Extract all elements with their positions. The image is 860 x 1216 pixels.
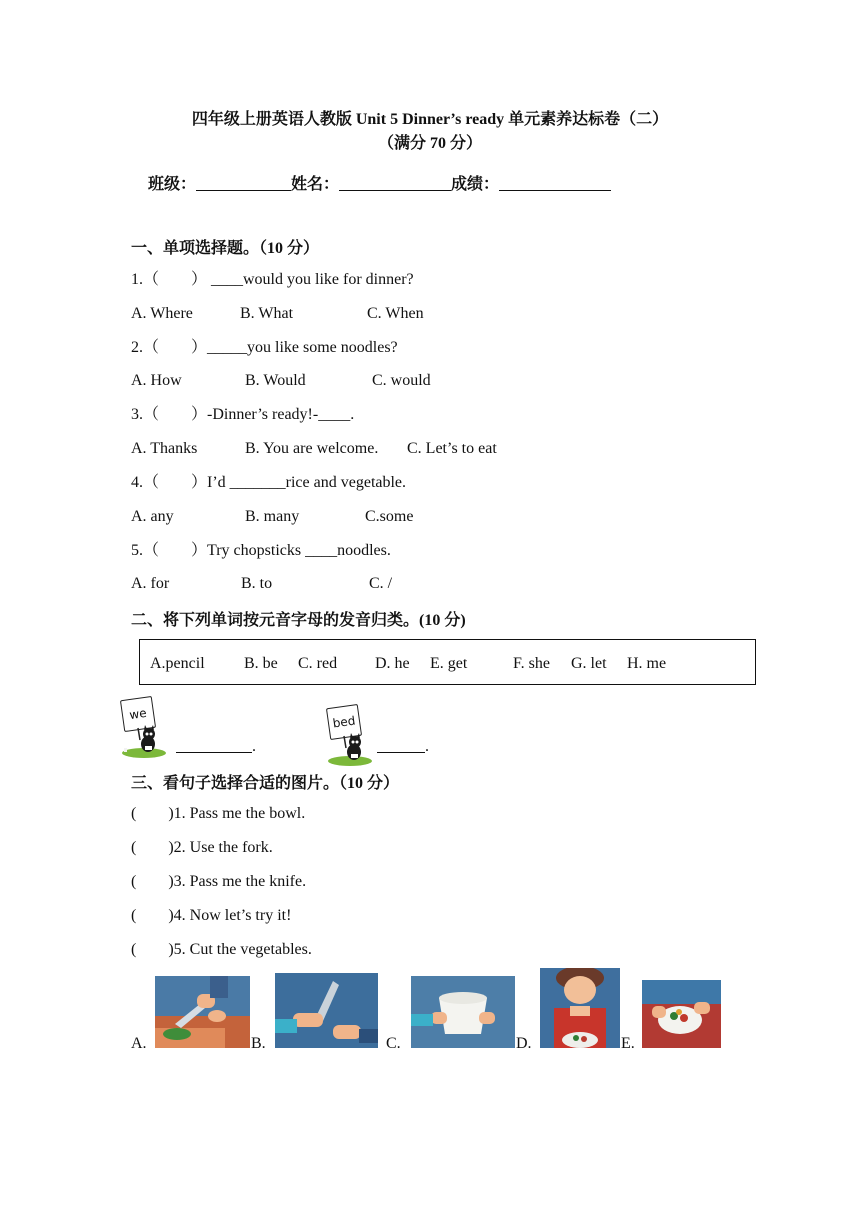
option-a[interactable]: A. for (131, 575, 170, 592)
option-a[interactable]: A. any (131, 508, 174, 525)
word-option: E. get (430, 655, 468, 672)
option-a[interactable]: A. Thanks (131, 440, 198, 457)
page-subtitle: （满分 70 分） (377, 135, 482, 152)
answer-blank[interactable] (176, 736, 252, 753)
sentence-item: ( )5. Cut the vegetables. (131, 941, 312, 958)
cat-icon (118, 698, 168, 760)
option-c[interactable]: C. Let’s to eat (407, 440, 497, 457)
option-b[interactable]: B. many (245, 508, 300, 525)
sign-label: bed (326, 704, 362, 740)
word-option: D. he (375, 655, 410, 672)
sentence-item: ( )4. Now let’s try it! (131, 907, 292, 924)
word-option: G. let (571, 655, 607, 672)
option-b[interactable]: B. You are welcome. (245, 440, 379, 457)
class-field[interactable] (196, 174, 291, 191)
question-stem: 4.（ ）I’d _______rice and vegetable. (131, 474, 407, 491)
option-c[interactable]: C.some (365, 508, 414, 525)
cat-sign-card-we (118, 698, 168, 760)
word-option: B. be (244, 655, 278, 672)
class-label: 班级： (148, 176, 197, 193)
option-b[interactable]: B. to (241, 575, 273, 592)
question-stem: 5.（ ）Try chopsticks ____noodles. (131, 542, 391, 559)
picture-d-try-it (540, 968, 620, 1048)
answer-row-we: . (176, 736, 256, 757)
student-info-row (148, 174, 611, 195)
answer-row-bed: . (377, 736, 429, 757)
section3-heading: 三、看句子选择合适的图片。（10 分） (131, 775, 400, 792)
sentence-item: ( )1. Pass me the bowl. (131, 805, 306, 822)
question-stem: 2.（ ）_____you like some noodles? (131, 339, 398, 356)
picture-label-b: B. (251, 1035, 266, 1052)
option-a[interactable]: A. Where (131, 305, 193, 322)
word-option: C. red (298, 655, 338, 672)
word-option: H. me (627, 655, 667, 672)
name-label: 姓名： (291, 176, 340, 193)
option-c[interactable]: C. would (372, 372, 431, 389)
page-title: 四年级上册英语人教版 Unit 5 Dinner’s ready 单元素养达标卷（二） (191, 111, 669, 128)
question-stem: 1.（ ） ____would you like for dinner? (131, 271, 414, 288)
picture-label-c: C. (386, 1035, 401, 1052)
score-field[interactable] (499, 174, 611, 191)
option-c[interactable]: C. When (367, 305, 424, 322)
cat-sign-card-bed (324, 706, 374, 768)
option-a[interactable]: A. How (131, 372, 182, 389)
picture-e-vegetables (642, 980, 721, 1048)
picture-a-cutting-vegetables (155, 976, 250, 1048)
picture-label-e: E. (621, 1035, 635, 1052)
option-b[interactable]: B. What (240, 305, 294, 322)
picture-b-knife (275, 973, 378, 1048)
sentence-item: ( )3. Pass me the knife. (131, 873, 307, 890)
sign-label: we (120, 696, 156, 732)
picture-label-d: D. (516, 1035, 532, 1052)
section1-heading: 一、单项选择题。（10 分） (131, 240, 320, 257)
picture-c-bowl (411, 976, 515, 1048)
option-b[interactable]: B. Would (245, 372, 306, 389)
score-label: 成绩： (451, 176, 500, 193)
section2-heading: 二、将下列单词按元音字母的发音归类。(10 分) (131, 612, 466, 629)
word-option: A.pencil (150, 655, 205, 672)
answer-blank[interactable] (377, 736, 425, 753)
cat-icon (324, 706, 374, 768)
option-c[interactable]: C. / (369, 575, 393, 592)
picture-label-a: A. (131, 1035, 147, 1052)
sentence-item: ( )2. Use the fork. (131, 839, 273, 856)
word-option: F. she (513, 655, 550, 672)
name-field[interactable] (339, 174, 451, 191)
question-stem: 3.（ ）-Dinner’s ready!-____. (131, 406, 355, 423)
